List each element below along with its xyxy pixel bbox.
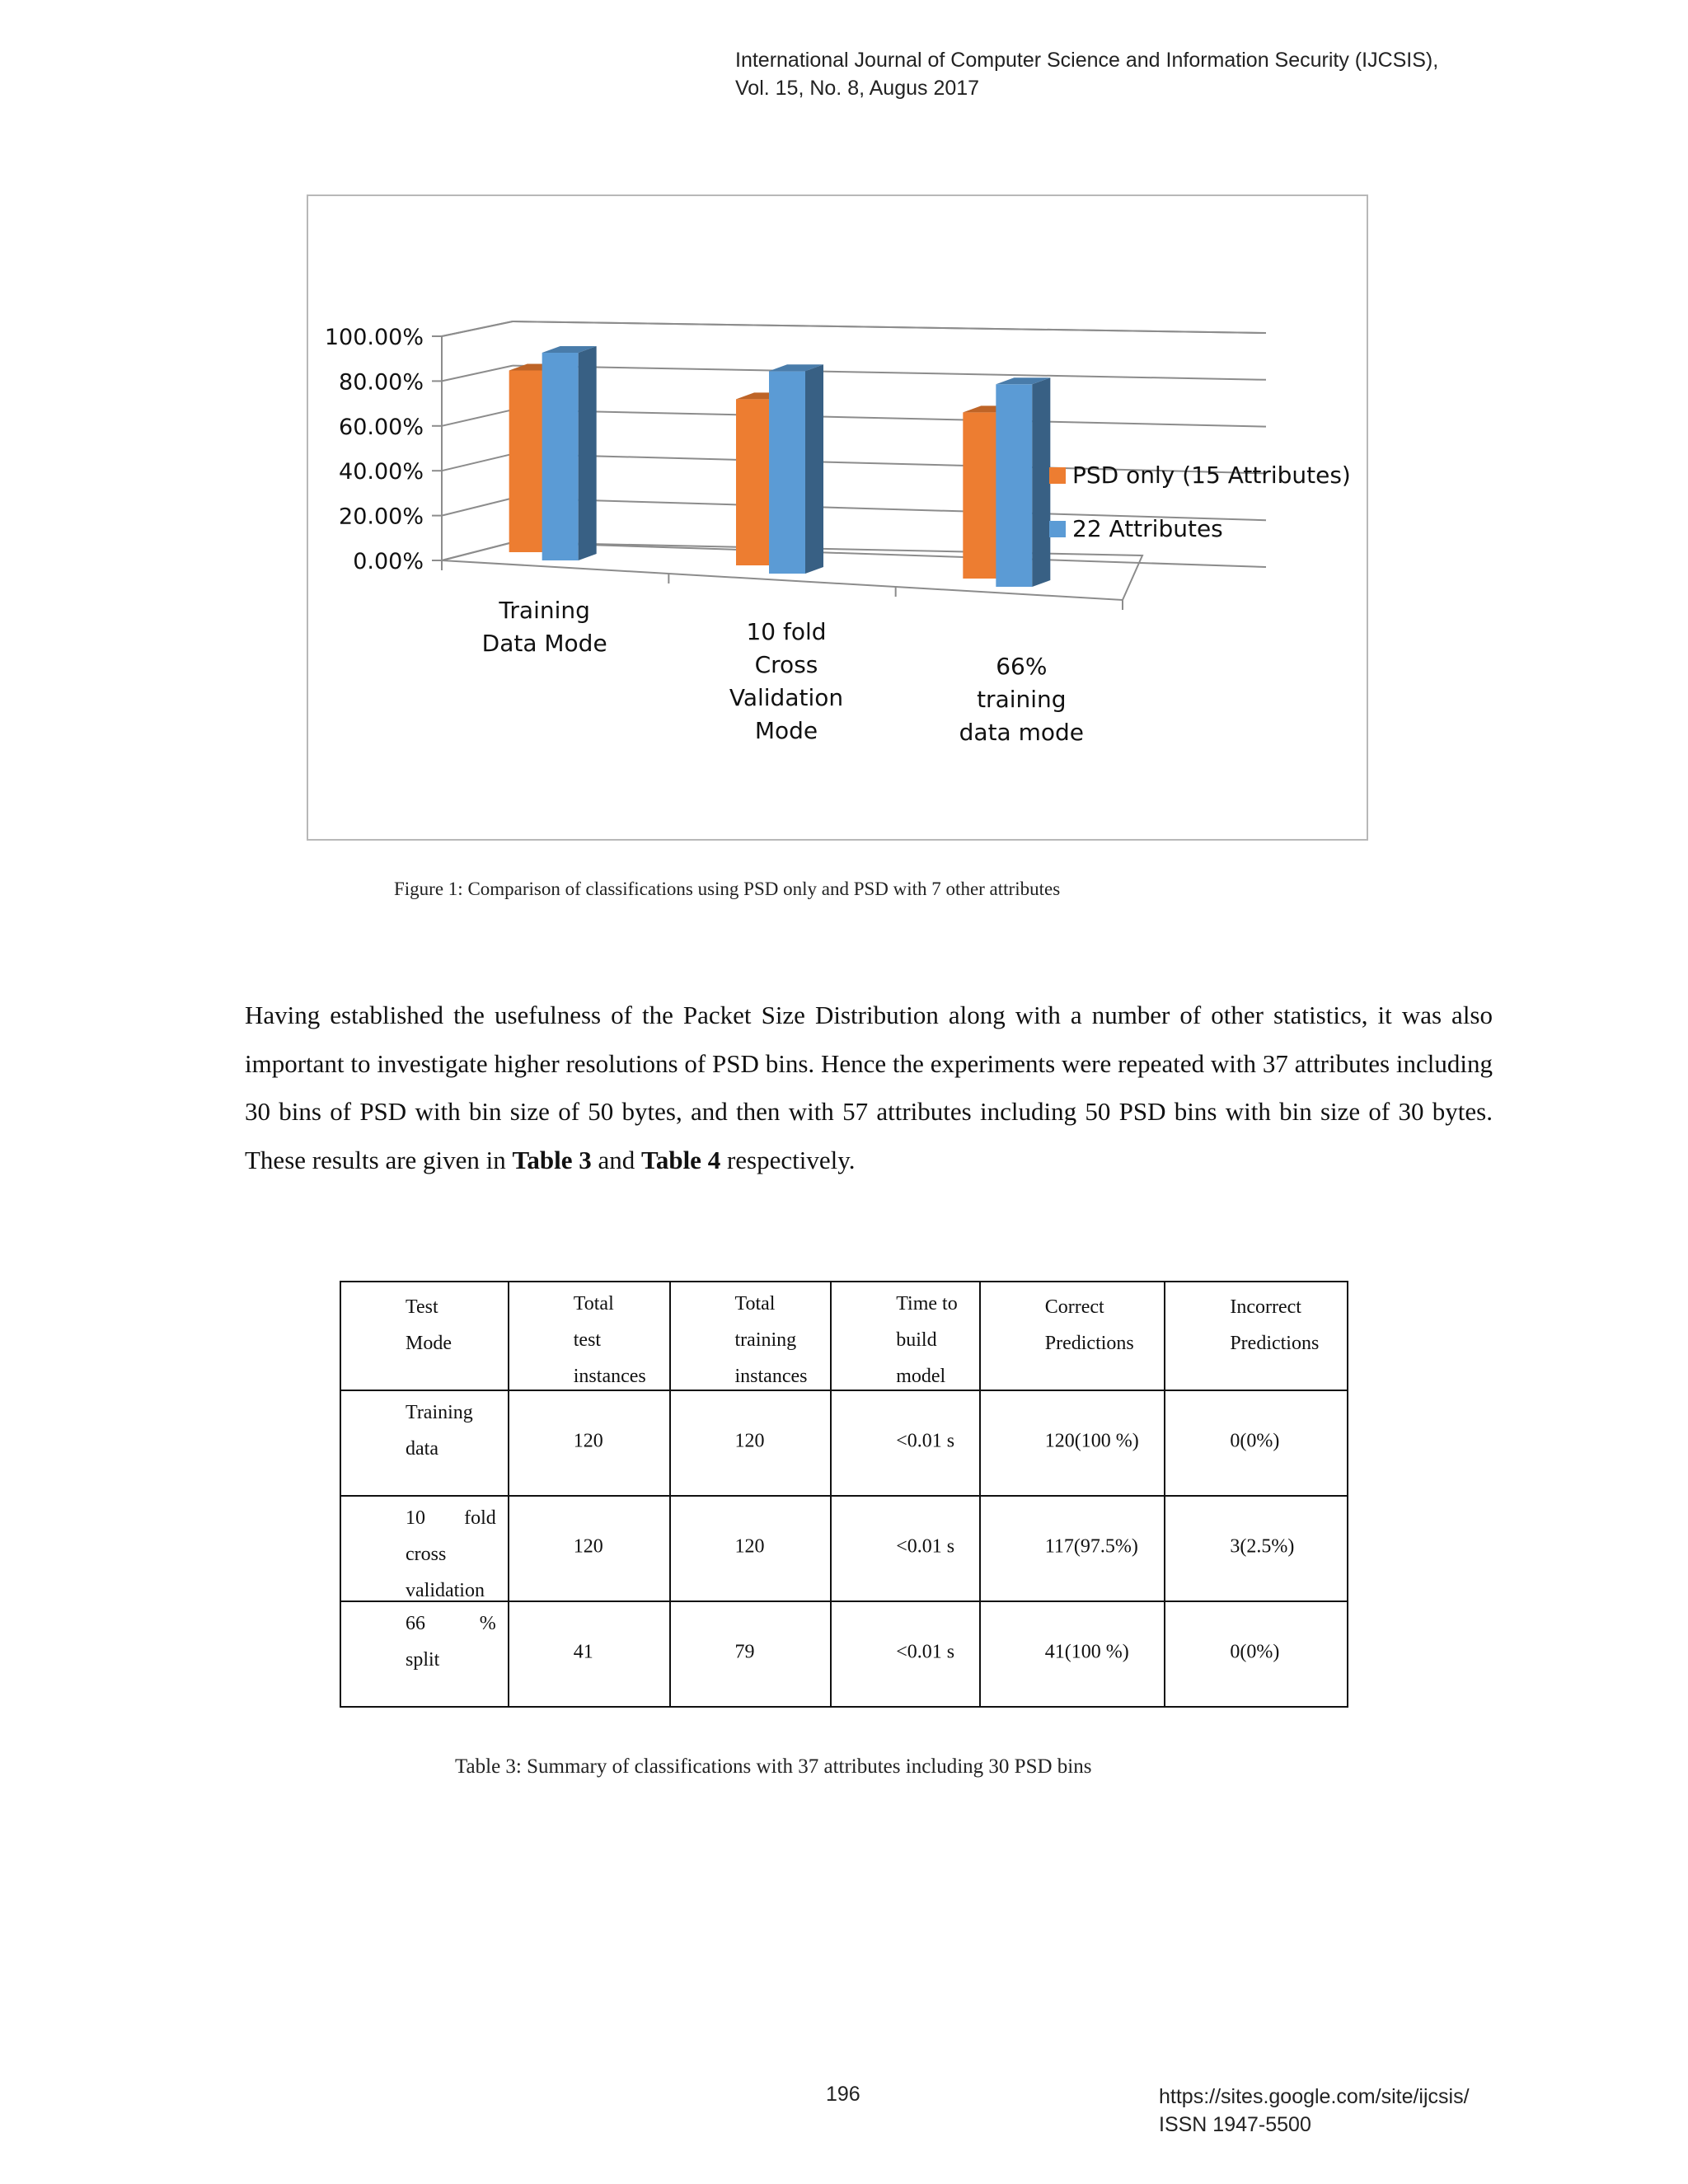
row-training-instances: 120 [734,1430,765,1452]
y-tick-label: 80.00% [339,369,424,396]
y-tick-label: 60.00% [339,414,424,440]
wall-top-back [513,321,1266,333]
bar-side [1032,377,1050,587]
row-test-mode: 66 % split [340,1601,509,1707]
paragraph-and: and [591,1145,641,1174]
y-tick-label: 0.00% [353,549,424,574]
bar-side [579,346,597,560]
journal-title: International Journal of Computer Science and Information Security (IJCSIS), [735,49,1439,72]
gridline [513,366,1266,380]
gridline-side [442,454,513,471]
wall-top-edge [442,321,513,336]
header-total-training-instances: Total training instances [670,1282,832,1390]
y-tick-label: 20.00% [339,504,424,530]
row-correct: 41(100 %) [1044,1641,1129,1663]
row-test-instances: 120 [573,1535,603,1558]
row-test-instances: 120 [573,1430,603,1452]
bar [996,384,1032,587]
bar [509,371,546,553]
header-correct-predictions: Correct Predictions [980,1282,1165,1390]
x-tick-label: Training [499,597,590,624]
table-caption: Table 3: Summary of classifications with 37 attributes including 30 PSD bins [455,1755,1092,1778]
row-incorrect: 3(2.5%) [1230,1535,1295,1558]
row-test-instances: 41 [573,1641,593,1663]
row-incorrect: 0(0%) [1230,1641,1280,1663]
paragraph-text: Having established the usefulness of the Packet Size Distribution along with a number of other statistics, it was also important to investigate higher resolutions of PSD bins. Hence the experiments were repeated with 37 attributes including 30 bins of PSD with bin size of 50 bytes, and then with 57 attributes including 50 PSD bins with bin size of 30 bytes. These results are given in [245,1001,1493,1174]
bar-side [805,364,823,574]
header-test-mode: Test Mode [340,1282,509,1390]
figure-caption: Figure 1: Comparison of classifications using PSD only and PSD with 7 other attributes [394,879,1061,899]
y-tick-label: 100.00% [324,325,424,350]
bar [542,353,579,560]
x-tick-label: 66% [996,653,1048,680]
y-tick-label: 40.00% [339,459,424,485]
journal-volume: Vol. 15, No. 8, Augus 2017 [735,77,980,100]
table-row [340,1390,1348,1496]
figure-1-frame [307,194,1368,841]
x-tick-label: training [977,686,1067,713]
row-incorrect: 0(0%) [1230,1430,1280,1452]
legend-swatch [1049,467,1066,484]
body-paragraph [245,991,1493,1184]
x-tick-label: 10 fold [746,618,827,645]
results-table [340,1281,1348,1708]
table-row [340,1601,1348,1707]
row-build-time: <0.01 s [896,1641,955,1663]
row-build-time: <0.01 s [896,1430,955,1452]
footer-issn: ISSN 1947-5500 [1159,2113,1311,2136]
x-tick-label: Cross [754,651,818,678]
row-correct: 120(100 %) [1044,1430,1139,1452]
row-build-time: <0.01 s [896,1535,955,1558]
row-training-instances: 79 [734,1641,755,1663]
table-row [340,1496,1348,1601]
footer-info [1159,2083,1470,2139]
x-tick-label: Mode [754,717,818,744]
journal-header [735,46,1438,102]
gridline [513,410,1266,426]
footer-url: https://sites.google.com/site/ijcsis/ [1159,2085,1470,2108]
x-tick-label: Validation [729,684,844,711]
row-test-mode: Training data [340,1390,509,1496]
table-header-row [340,1282,1348,1390]
legend-swatch [1049,521,1066,537]
gridline [513,542,1266,567]
header-total-test-instances: Total test instances [509,1282,670,1390]
header-incorrect-predictions: Incorrect Predictions [1165,1282,1348,1390]
row-training-instances: 120 [734,1535,765,1558]
table-4-reference: Table 4 [641,1145,721,1174]
gridline-side [442,366,513,382]
page-number: 196 [826,2083,860,2106]
legend-label: 22 Attributes [1072,515,1223,542]
row-test-mode: 10 fold cross validation [340,1496,509,1601]
gridline-side [442,410,513,426]
paragraph-end: respectively. [720,1145,856,1174]
bar [963,412,999,579]
bar-chart [308,196,1367,839]
row-correct: 117(97.5%) [1044,1535,1138,1558]
legend-label: PSD only (15 Attributes) [1072,462,1351,489]
table-3-reference: Table 3 [512,1145,592,1174]
bar [736,399,772,565]
x-tick-label: Data Mode [481,630,607,657]
gridline-side [442,498,513,515]
header-time-to-build: Time to build model [831,1282,980,1390]
x-tick-label: data mode [959,719,1085,746]
bar [769,371,805,574]
